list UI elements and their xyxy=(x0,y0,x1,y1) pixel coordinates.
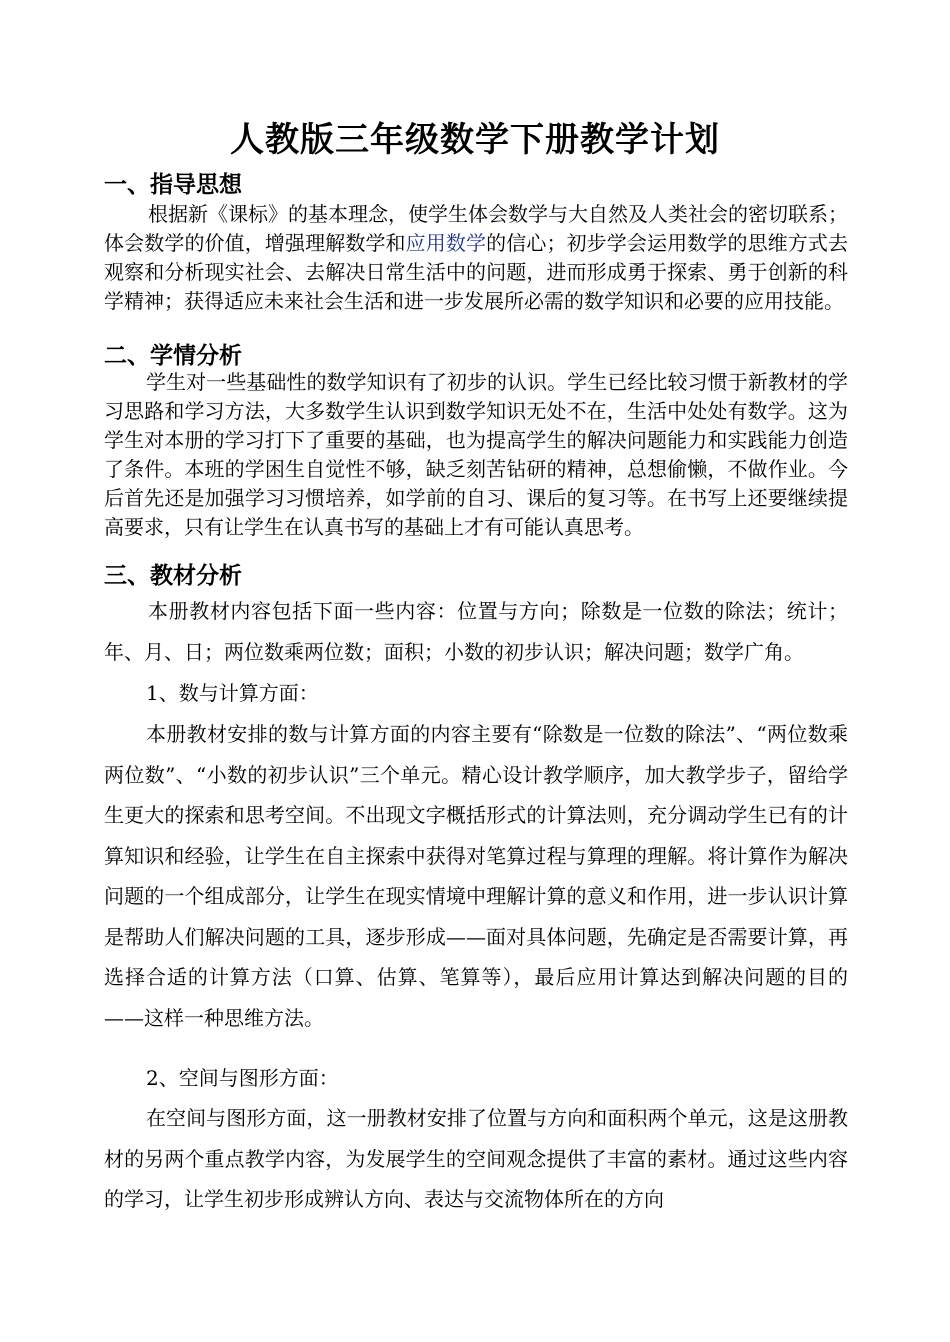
paragraph-guiding-thought xyxy=(104,200,848,316)
section-heading-guiding-thought: 一、指导思想 xyxy=(104,171,242,198)
section-heading-textbook-analysis: 三、教材分析 xyxy=(104,562,242,589)
subheading-number-computation: 1、数与计算方面： xyxy=(146,681,319,705)
section-heading-student-analysis: 二、学情分析 xyxy=(104,342,242,369)
paragraph-space-geometry: 在空间与图形方面，这一册教材安排了位置与方向和面积两个单元，这是这册教材的另两个重点教学内容，为发展学生的空间观念提供了丰富的素材。通过这些内容的学习，让学生初步形成辨认方向、表达与交流物体所在的方向 xyxy=(104,1106,848,1211)
subheading-space-geometry: 2、空间与图形方面： xyxy=(146,1066,339,1090)
paragraph-text: 的信心；初步学会运用数学的思维方式去观察和分析现实社会、去解决日常生活中的问题，进而形成勇于探索、勇于创新的科学精神；获得适应未来社会生活和进一步发展所必需的数学知识和必要的应用技能。 xyxy=(104,231,849,313)
document-title: 人教版三年级数学下册教学计划 xyxy=(230,120,720,160)
paragraph-text: 根据新《课标》的基本理念，使学生体会数学与大自然及人类社会的密切联系；体会数学的价值，增强理解数学和 xyxy=(104,202,848,255)
paragraph-student-analysis: 学生对一些基础性的数学知识有了初步的认识。学生已经比较习惯于新教材的学习思路和学习方法，大多数学生认识到数学知识无处不在，生活中处处有数学。这为学生对本册的学习打下了重要的基础，也为提高学生的解决问题能力和实践能力创造了条件。本班的学困生自觉性不够，缺乏刻苦钻研的精神，总想偷懒，不做作业。今后首先还是加强学习习惯培养，如学前的自习、课后的复习等。在书写上还要继续提高要求，只有让学生在认真书写的基础上才有可能认真思考。 xyxy=(104,370,848,539)
inline-link-applied-math[interactable]: 应用数学 xyxy=(405,231,487,255)
paragraph-textbook-contents: 本册教材内容包括下面一些内容：位置与方向；除数是一位数的除法；统计；年、月、日；两位数乘两位数；面积；小数的初步认识；解决问题；数学广角。 xyxy=(104,599,848,664)
paragraph-number-computation: 本册教材安排的数与计算方面的内容主要有“除数是一位数的除法”、“两位数乘两位数”、“小数的初步认识”三个单元。精心设计教学顺序，加大教学步子，留给学生更大的探索和思考空间。不出现文字概括形式的计算法则，充分调动学生已有的计算知识和经验，让学生在自主探索中获得对笔算过程与算理的理解。将计算作为解决问题的一个组成部分，让学生在现实情境中理解计算的意义和作用，进一步认识计算是帮助人们解决问题的工具，逐步形成——面对具体问题，先确定是否需要计算，再选择合适的计算方法（口算、估算、笔算等），最后应用计算达到解决问题的目的——这样一种思维方法。 xyxy=(104,722,848,1030)
